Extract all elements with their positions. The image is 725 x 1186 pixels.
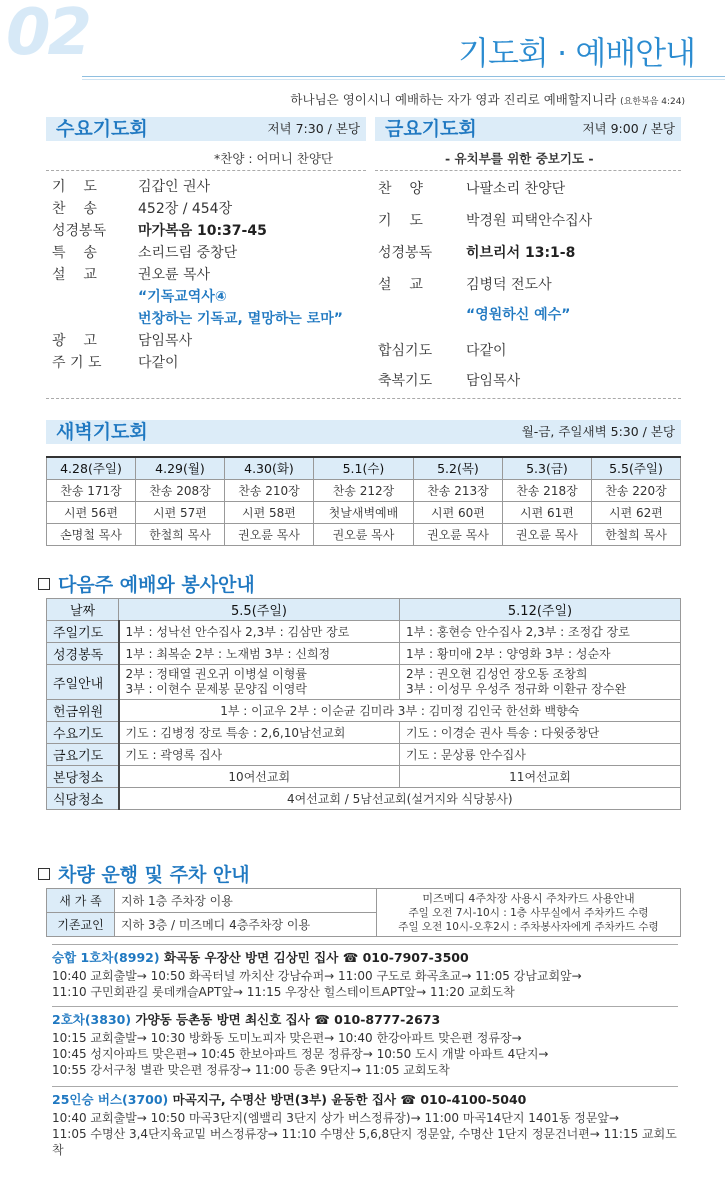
program-label: 기 도 xyxy=(378,213,423,229)
service-value: 1부 : 최복순 2부 : 노재범 3부 : 신희정 xyxy=(119,643,400,665)
program-label: 합심기도 xyxy=(378,343,433,359)
program-value: 권오륜 목사 xyxy=(138,267,211,283)
friday-note: - 유치부를 위한 중보기도 - xyxy=(445,151,594,166)
program-value: 다같이 xyxy=(466,343,507,359)
program-label: 주 기 도 xyxy=(52,355,102,371)
dawn-hymn: 찬송 218장 xyxy=(502,479,591,501)
dawn-hymn: 찬송 212장 xyxy=(313,479,413,501)
service-value: 기도 : 문상룡 안수집사 xyxy=(400,744,681,766)
program-row xyxy=(378,340,507,362)
dawn-day: 5.2(목) xyxy=(413,457,502,479)
program-value: 박경원 피택안수집사 xyxy=(466,213,593,229)
service-label: 금요기도 xyxy=(47,744,119,766)
sermon-title: “영원하신 예수” xyxy=(466,307,571,323)
parking-table xyxy=(46,888,681,937)
next-week-heading: 다음주 예배와 봉사안내 xyxy=(38,570,255,597)
sermon-title: 번창하는 기독교, 멸망하는 로마” xyxy=(138,311,343,327)
service-value: 기도 : 곽영록 집사 xyxy=(119,744,400,766)
dawn-day: 5.3(금) xyxy=(502,457,591,479)
dawn-day: 4.30(화) xyxy=(224,457,313,479)
title-divider xyxy=(82,76,725,77)
program-label: 성경봉독 xyxy=(378,245,433,261)
service-value xyxy=(119,665,400,700)
program-row xyxy=(52,198,232,220)
program-value: 마가복음 10:37-45 xyxy=(138,223,267,239)
bus-driver: 김상민 집사 ☎ 010-7907-3500 xyxy=(273,950,469,965)
service-value xyxy=(400,665,681,700)
bus-name: 25인승 버스(3700) xyxy=(52,1092,169,1107)
dawn-psalm: 시편 61편 xyxy=(502,501,591,523)
dawn-day: 5.1(수) xyxy=(313,457,413,479)
service-label: 본당청소 xyxy=(47,766,119,788)
program-value: 김갑인 권사 xyxy=(138,179,211,195)
program-label: 특 송 xyxy=(52,245,97,261)
bus-name: 2호차(3830) xyxy=(52,1012,132,1027)
dawn-psalm: 시편 60편 xyxy=(413,501,502,523)
program-label: 찬 양 xyxy=(378,181,423,197)
dawn-preacher: 권오륜 목사 xyxy=(502,523,591,545)
date-column-header: 날짜 xyxy=(47,599,119,621)
dawn-psalm: 시편 62편 xyxy=(591,501,680,523)
service-value: 기도 : 김병정 장로 특송 : 2,6,10남선교회 xyxy=(119,722,400,744)
bus-header xyxy=(52,1090,678,1108)
bus-header xyxy=(52,1010,678,1028)
program-label: 성경봉독 xyxy=(52,223,107,239)
program-row xyxy=(378,242,575,264)
dawn-psalm: 시편 58편 xyxy=(224,501,313,523)
bus-divider xyxy=(52,944,678,945)
page-number: 02 xyxy=(6,0,90,70)
service-value: 4여선교회 / 5남선교회(설거지와 식당봉사) xyxy=(119,788,681,810)
program-value: 담임목사 xyxy=(138,333,193,349)
title-divider-2 xyxy=(82,79,725,80)
bus-route xyxy=(52,1010,678,1078)
program-row xyxy=(52,176,210,198)
program-value: 김병덕 전도사 xyxy=(466,277,552,293)
bus-driver: 윤동한 집사 ☎ 010-4100-5040 xyxy=(331,1092,527,1107)
parking-card-info: 미즈메디 4주차장 사용시 주차카드 사용안내 주일 오전 7시-10시 : 1층 사무실에서 주차카드 수령 주일 오전 10시-오후2시 : 주차봉사자에게 주차카드 수령 xyxy=(377,889,681,937)
service-value: 1부 : 홍현승 안수집사 2,3부 : 조정갑 장로 xyxy=(400,621,681,643)
service-label: 수요기도 xyxy=(47,722,119,744)
program-row xyxy=(378,370,520,392)
bus-stop-line: 10:40 교회출발→ 10:50 화곡터널 까치산 강남슈퍼→ 11:00 구도로 화곡초교→ 11:05 강남교회앞→ xyxy=(52,969,582,983)
service-line: 2부 : 권오현 김성언 장오동 조창희 xyxy=(406,667,588,681)
service-label: 식당청소 xyxy=(47,788,119,810)
dawn-hymn: 찬송 210장 xyxy=(224,479,313,501)
bus-divider xyxy=(52,1086,678,1087)
service-label: 성경봉독 xyxy=(47,643,119,665)
dawn-day: 4.29(월) xyxy=(135,457,224,479)
dawn-header: 새벽기도회 월-금, 주일새벽 5:30 / 본당 xyxy=(46,420,681,444)
bus-header xyxy=(52,948,678,966)
program-row xyxy=(378,178,565,200)
bus-stop-line: 10:40 교회출발→ 10:50 마곡3단지(엠밸리 3단지 상가 버스정류장)→ 11:00 마곡14단지 1401동 정문앞→ xyxy=(52,1111,620,1125)
service-value: 1부 : 이교우 2부 : 이순균 김미라 3부 : 김미정 김인국 한선화 백향숙 xyxy=(119,700,681,722)
verse: 하나님은 영이시니 예배하는 자가 영과 진리로 예배할지니라 (요한복음 4:24) xyxy=(290,92,685,107)
dawn-psalm: 시편 57편 xyxy=(135,501,224,523)
program-label: 축복기도 xyxy=(378,373,433,389)
service-value: 10여선교회 xyxy=(119,766,400,788)
bus-direction: 화곡동 우장산 방면 xyxy=(163,950,270,965)
program-value: 담임목사 xyxy=(466,373,521,389)
program-label: 기 도 xyxy=(52,179,97,195)
program-row xyxy=(378,274,552,296)
page-title: 기도회 · 예배안내 xyxy=(458,34,695,72)
service-label: 헌금위원 xyxy=(47,700,119,722)
dawn-hymn: 찬송 220장 xyxy=(591,479,680,501)
program-value: 452장 / 454장 xyxy=(138,201,233,217)
service-label: 주일기도 xyxy=(47,621,119,643)
dawn-preacher: 손명철 목사 xyxy=(47,523,136,545)
program-row xyxy=(52,264,210,286)
friday-header: 금요기도회 저녁 9:00 / 본당 xyxy=(375,117,681,141)
bus-driver: 최신호 집사 ☎ 010-8777-2673 xyxy=(245,1012,441,1027)
bus-route xyxy=(52,1090,678,1158)
dawn-day: 4.28(주일) xyxy=(47,457,136,479)
dawn-preacher: 권오륜 목사 xyxy=(413,523,502,545)
bus-stop-line: 10:45 성지아파트 맞은편→ 10:45 한보아파트 정문 정류장→ 10:50 도시 개발 아파트 4단지→ xyxy=(52,1047,549,1061)
wednesday-header: 수요기도회 저녁 7:30 / 본당 xyxy=(46,117,366,141)
program-row xyxy=(52,242,237,264)
parking-heading: 차량 운행 및 주차 안내 xyxy=(38,860,250,887)
bus-direction: 마곡지구, 수명산 방면(3부) xyxy=(172,1092,327,1107)
dawn-psalm: 시편 56편 xyxy=(47,501,136,523)
bus-stop-line: 11:10 구민회관길 롯데캐슬APT앞→ 11:15 우장산 힐스테이트APT앞→ 11:20 교회도착 xyxy=(52,985,515,999)
program-label: 설 교 xyxy=(378,277,423,293)
program-value: 소리드림 중창단 xyxy=(138,245,238,261)
parking-value: 지하 3층 / 미즈메디 4층주차장 이용 xyxy=(115,913,377,937)
bus-stop-line: 11:05 수명산 3,4단지육교밑 버스정류장→ 11:10 수명산 5,6,8단지 정문앞, 수명산 1단지 정문건너편→ 11:15 교회도착 xyxy=(52,1127,677,1157)
service-value: 1부 : 성낙선 안수집사 2,3부 : 김삼만 장로 xyxy=(119,621,400,643)
bus-divider xyxy=(52,1006,678,1007)
parking-value: 지하 1층 주차장 이용 xyxy=(115,889,377,913)
service-value: 1부 : 황미애 2부 : 양영화 3부 : 성순자 xyxy=(400,643,681,665)
dawn-preacher: 권오륜 목사 xyxy=(224,523,313,545)
next-week-table xyxy=(46,598,681,810)
program-value: 히브리서 13:1-8 xyxy=(466,245,576,261)
dawn-hymn: 찬송 171장 xyxy=(47,479,136,501)
program-row xyxy=(52,220,267,242)
dawn-day: 5.5(주일) xyxy=(591,457,680,479)
bus-stop-line: 10:55 강서구청 별관 맞은편 정류장→ 11:00 등촌 9단지→ 11:05 교회도착 xyxy=(52,1063,450,1077)
date-header: 5.12(주일) xyxy=(400,599,681,621)
parking-label: 기존교인 xyxy=(47,913,115,937)
service-line: 3부 : 이성무 우성주 정규화 이환규 장수완 xyxy=(406,682,627,696)
bus-name: 승합 1호차(8992) xyxy=(52,950,160,965)
divider xyxy=(375,170,681,171)
program-value: 나팔소리 찬양단 xyxy=(466,181,566,197)
dawn-table xyxy=(46,456,681,546)
program-label: 광 고 xyxy=(52,333,97,349)
program-label: 설 교 xyxy=(52,267,97,283)
wednesday-note: *찬양 : 어머니 찬양단 xyxy=(214,151,333,166)
divider xyxy=(46,398,681,399)
service-line: 2부 : 정태열 권오귀 이병설 이형률 xyxy=(125,667,307,681)
program-row xyxy=(52,352,179,374)
dawn-hymn: 찬송 208장 xyxy=(135,479,224,501)
sermon-title: “기독교역사④ xyxy=(138,289,227,305)
service-line: 3부 : 이현수 문제봉 문양집 이영락 xyxy=(125,682,307,696)
bus-stop-line: 10:15 교회출발→ 10:30 방화동 도미노피자 맞은편→ 10:40 한강아파트 맞은편 정류장→ xyxy=(52,1031,522,1045)
dawn-preacher: 한철희 목사 xyxy=(135,523,224,545)
bus-direction: 가양동 등촌동 방면 xyxy=(135,1012,241,1027)
parking-label: 새 가 족 xyxy=(47,889,115,913)
bus-route xyxy=(52,948,678,1000)
service-value: 11여선교회 xyxy=(400,766,681,788)
dawn-preacher: 권오륜 목사 xyxy=(313,523,413,545)
service-label: 주일안내 xyxy=(47,665,119,700)
service-value: 기도 : 이경순 권사 특송 : 다윗중창단 xyxy=(400,722,681,744)
program-row xyxy=(52,330,192,352)
program-label: 찬 송 xyxy=(52,201,97,217)
program-value: 다같이 xyxy=(138,355,179,371)
date-header: 5.5(주일) xyxy=(119,599,400,621)
program-row xyxy=(378,210,592,232)
dawn-preacher: 한철희 목사 xyxy=(591,523,680,545)
dawn-hymn: 찬송 213장 xyxy=(413,479,502,501)
divider xyxy=(46,170,366,171)
dawn-psalm: 첫날새벽예배 xyxy=(313,501,413,523)
